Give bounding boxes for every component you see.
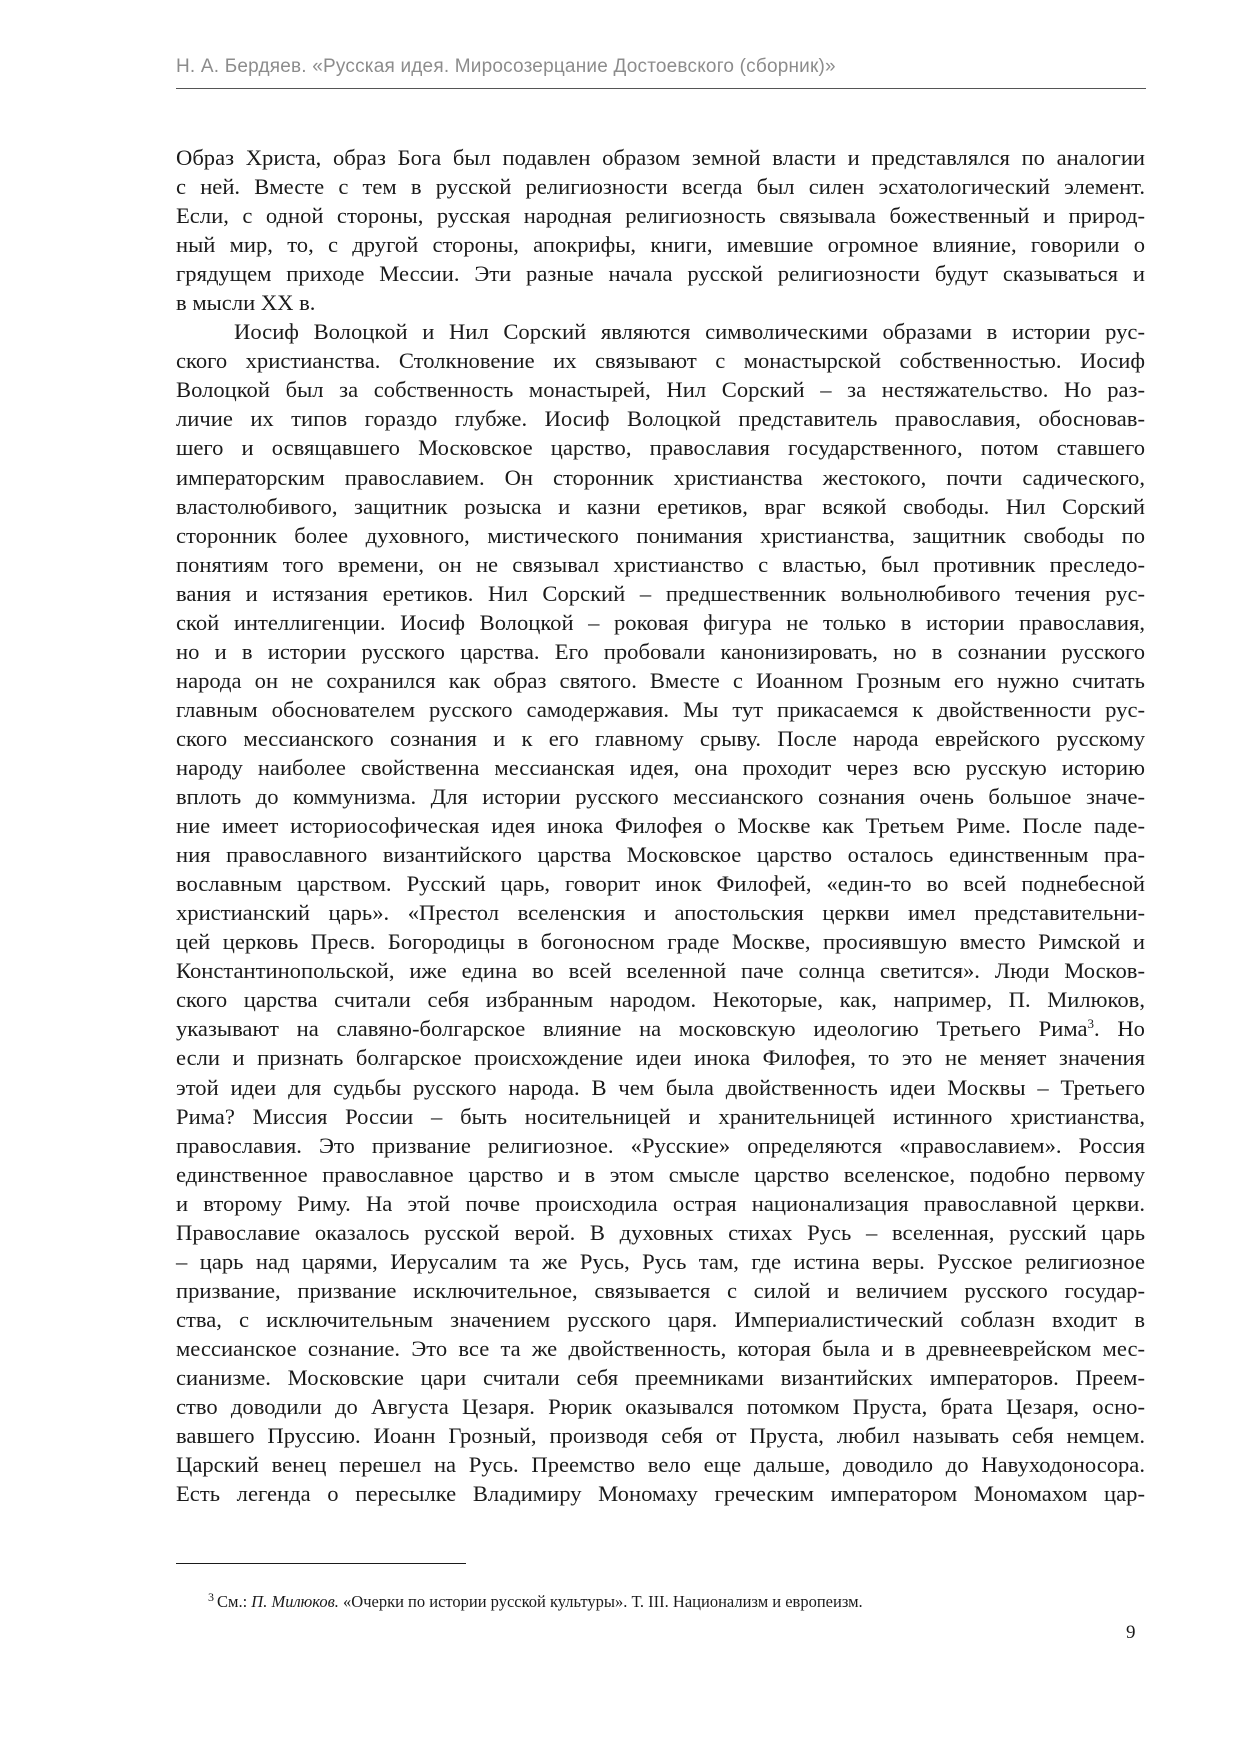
text-line: цей церковь Пресв. Богородицы в богоносном граде Москве, просиявшую вместо Римской и — [176, 929, 1145, 955]
text-line: этой идеи для судьбы русского народа. В чем была двойственность идеи Москвы – Третьего — [176, 1074, 1145, 1100]
text-line: сторонник более духовного, мистического понимания христианства, защитник свободы по — [176, 522, 1145, 548]
text-line: народа он не сохранился как образ святого. Вместе с Иоанном Грозным его нужно считать — [176, 667, 1145, 693]
text-line: с ней. Вместе с тем в русской религиозности всегда был силен эсхатологический элемент. — [176, 174, 1145, 200]
text-line: Образ Христа, образ Бога был подавлен образом земной власти и представлялся по аналогии — [176, 145, 1145, 170]
text-line: вплоть до коммунизма. Для истории русского мессианского сознания очень большое значе- — [176, 784, 1145, 810]
text-line: понятиям того времени, он не связывал христианство с властью, был противник преследо- — [176, 551, 1145, 577]
text-line: и второму Риму. На этой почве происходила острая национализация православной церкви. — [176, 1190, 1145, 1216]
running-header: Н. А. Бердяев. «Русская идея. Миросозерцание Достоевского (сборник)» — [176, 56, 836, 77]
text-line: императорским православием. Он сторонник христианства жестокого, почти садического, — [176, 464, 1145, 490]
text-line-with-footnote — [176, 1014, 1145, 1043]
footnote-prefix: См.: — [217, 1592, 252, 1611]
footnote-divider — [176, 1563, 466, 1564]
text-line: вания и истязания еретиков. Нил Сорский – предшественник вольнолюбивого течения рус- — [176, 580, 1145, 606]
text-line: единственное православное царство и в этом смысле царство вселенское, подобно первому — [176, 1161, 1145, 1187]
footnote-text: «Очерки по истории русской культуры». Т. III. Национализм и европеизм. — [338, 1592, 863, 1611]
text-line: если и признать болгарское происхождение идеи инока Филофея, то это не меняет значения — [176, 1045, 1145, 1071]
text-line: Константинопольской, иже едина во всей вселенной паче солнца светится». Люди Москов- — [176, 958, 1145, 984]
text-line: Иосиф Волоцкой и Нил Сорский являются символическими образами в истории рус- — [234, 319, 1145, 345]
text-line: ный мир, то, с другой стороны, апокрифы, книги, имевшие огромное влияние, говорили о — [176, 232, 1145, 258]
text-line: личие их типов гораздо глубже. Иосиф Волоцкой представитель православия, обосновав- — [176, 406, 1145, 432]
text-line: Если, с одной стороны, русская народная религиозность связывала божественный и природ- — [176, 203, 1145, 229]
text-line: но и в истории русского царства. Его пробовали канонизировать, но в сознании русского — [176, 638, 1145, 664]
text-line: властолюбивого, защитник розыска и казни еретиков, враг всякой свободы. Нил Сорский — [176, 493, 1145, 519]
text-line: православия. Это призвание религиозное. «Русские» определяются «православием». Россия — [176, 1132, 1145, 1158]
text-line: вавшего Пруссию. Иоанн Грозный, производя себя от Пруста, любил называть себя немцем. — [176, 1423, 1145, 1449]
text-line: Есть легенда о пересылке Владимиру Мономаху греческим императором Мономахом цар- — [176, 1481, 1145, 1507]
paragraph-2 — [176, 317, 1145, 1508]
text-fragment: . Но — [1094, 1016, 1145, 1042]
text-fragment: указывают на славяно-болгарское влияние на московскую идеологию Третьего Рима — [176, 1016, 1088, 1042]
footnote-reference[interactable]: 3 — [1087, 1016, 1094, 1032]
text-line: ской интеллигенции. Иосиф Волоцкой – роковая фигура не только в истории православия, — [176, 609, 1145, 635]
text-line: вославным царством. Русский царь, говорит инок Филофей, «един-то во всей поднебесной — [176, 871, 1145, 897]
text-line: мессианское сознание. Это все та же двойственность, которая была и в древнееврейском мес- — [176, 1335, 1145, 1361]
text-line: Царский венец перешел на Русь. Преемство вело еще дальше, доводило до Навуходоносора. — [176, 1452, 1145, 1478]
text-line: грядущем приходе Мессии. Эти разные начала русской религиозности будут сказываться и — [176, 261, 1145, 287]
text-line: народу наиболее свойственна мессианская идея, она проходит через всю русскую историю — [176, 754, 1145, 780]
text-line: ство доводили до Августа Цезаря. Рюрик оказывался потомком Пруста, брата Цезаря, осно- — [176, 1394, 1145, 1420]
text-line: шего и освящавшего Московское царство, православия государственного, потом ставшего — [176, 435, 1145, 461]
header-divider — [176, 88, 1146, 89]
text-line: Рима? Миссия России – быть носительницей и хранительницей истинного христианства, — [176, 1103, 1145, 1129]
text-line: призвание, призвание исключительное, связывается с силой и величием русского государ- — [176, 1277, 1145, 1303]
footnote-author: П. Милюков. — [251, 1592, 339, 1611]
text-line: ского царства считали себя избранным народом. Некоторые, как, например, П. Милюков, — [176, 987, 1145, 1013]
text-line: – царь над царями, Иерусалим та же Русь, Русь там, где истина веры. Русское религиозное — [176, 1248, 1145, 1274]
paragraph-1 — [176, 143, 1145, 317]
footnote — [208, 1592, 863, 1612]
footnote-number: 3 — [208, 1590, 214, 1604]
text-line: в мысли XX в. — [176, 290, 316, 316]
text-line: Волоцкой был за собственность монастырей, Нил Сорский – за нестяжательство. Но раз- — [176, 377, 1145, 403]
text-line: Православие оказалось русской верой. В духовных стихах Русь – вселенная, русский царь — [176, 1219, 1145, 1245]
page-number: 9 — [1126, 1622, 1136, 1643]
text-line: христианский царь». «Престол вселенския и апостольския церкви имел представительни- — [176, 900, 1145, 926]
text-line: главным обоснователем русского самодержавия. Мы тут прикасаемся к двойственности рус- — [176, 696, 1145, 722]
text-line: сианизме. Московские цари считали себя преемниками византийских императоров. Преем- — [176, 1364, 1145, 1390]
text-line: ния православного византийского царства Московское царство осталось единственным пра- — [176, 842, 1145, 868]
text-line: ства, с исключительным значением русского царя. Империалистический соблазн входит в — [176, 1306, 1145, 1332]
main-text — [176, 143, 1145, 1508]
text-line: ского христианства. Столкновение их связывают с монастырской собственностью. Иосиф — [176, 348, 1145, 374]
text-line: ского мессианского сознания и к его главному срыву. После народа еврейского русскому — [176, 725, 1145, 751]
text-line: ние имеет историософическая идея инока Филофея о Москве как Третьем Риме. После паде- — [176, 813, 1145, 839]
